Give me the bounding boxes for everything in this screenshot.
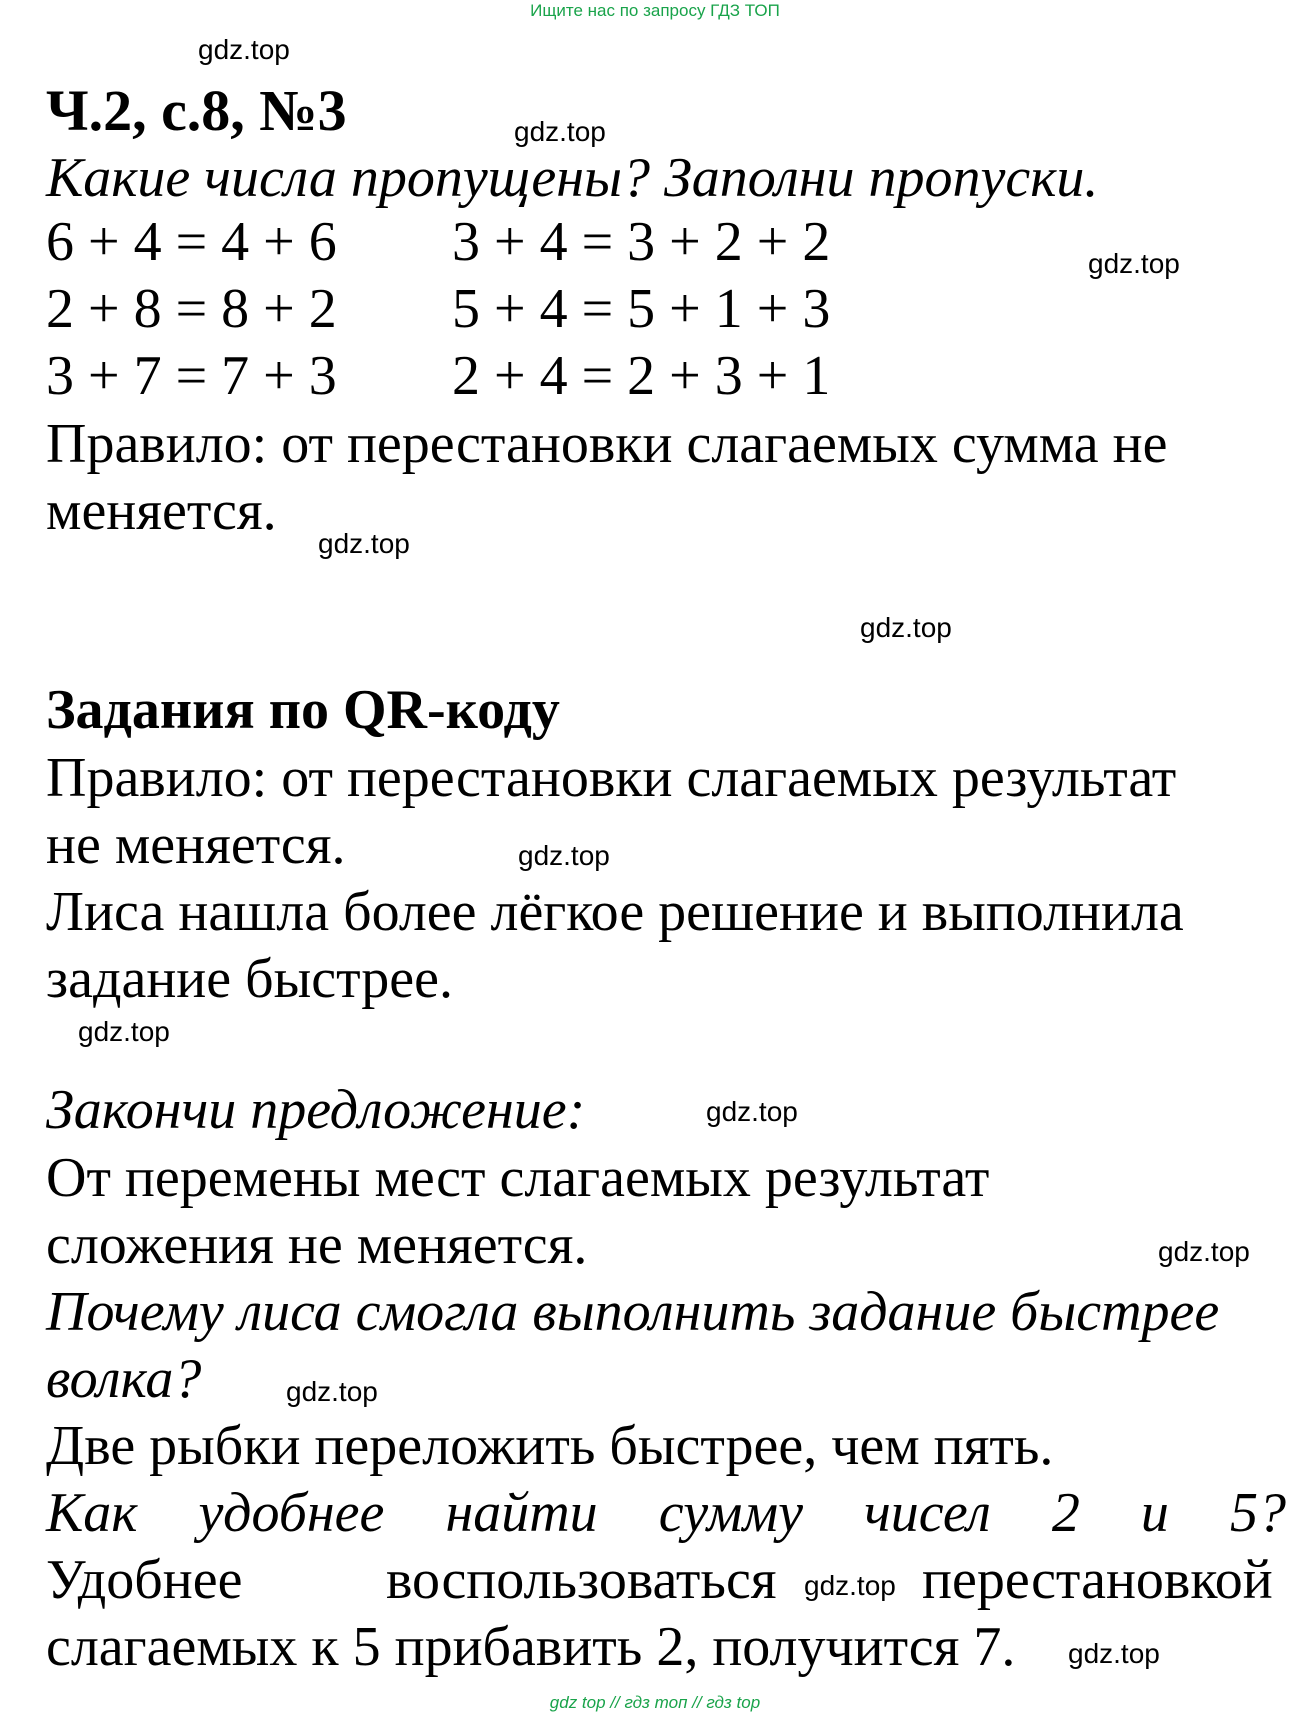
how-question-word: 5? — [1229, 1482, 1286, 1544]
rule-2-line-1: Правило: от перестановки слагаемых результат — [46, 747, 1177, 809]
fox-text-line-1: Лиса нашла более лёгкое решение и выполнила — [46, 881, 1184, 943]
equation-left-2: 2 + 8 = 8 + 2 — [46, 278, 337, 340]
rule-2-line-2: не меняется. — [46, 814, 346, 876]
footer: gdz top // гдз топ // гдз top — [549, 1693, 761, 1712]
how-question-word: 2 — [1051, 1482, 1080, 1544]
watermark: gdz.top — [78, 1016, 170, 1047]
qr-section-heading: Задания по QR-коду — [46, 679, 560, 741]
how-answer-line-2: слагаемых к 5 прибавить 2, получится 7. — [46, 1616, 1016, 1678]
rule-1-line-2: меняется. — [46, 480, 277, 542]
equation-left-1: 6 + 4 = 4 + 6 — [46, 211, 337, 273]
watermark: gdz.top — [1088, 248, 1180, 279]
how-answer-word-3: перестановкой — [922, 1549, 1273, 1611]
fox-text-line-2: задание быстрее. — [46, 948, 453, 1010]
equation-right-3: 2 + 4 = 2 + 3 + 1 — [452, 345, 831, 407]
how-answer-word-2: воспользоваться — [386, 1549, 777, 1611]
equation-right-2: 5 + 4 = 5 + 1 + 3 — [452, 278, 831, 340]
how-answer-word-1: Удобнее — [46, 1549, 243, 1611]
how-question-word: сумму — [658, 1482, 804, 1544]
watermark: gdz.top — [518, 840, 610, 871]
watermark: gdz.top — [1068, 1638, 1160, 1669]
finish-answer-line-1: От перемены мест слагаемых результат — [46, 1147, 990, 1209]
task-question: Какие числа пропущены? Заполни пропуски. — [46, 147, 1099, 209]
why-question-line-1: Почему лиса смогла выполнить задание быстрее — [46, 1281, 1220, 1343]
how-question-word: удобнее — [198, 1482, 385, 1544]
finish-answer-line-2: сложения не меняется. — [46, 1214, 588, 1276]
why-answer: Две рыбки переложить быстрее, чем пять. — [46, 1415, 1054, 1477]
rule-1-line-1: Правило: от перестановки слагаемых сумма не — [46, 413, 1168, 475]
top-banner: Ищите нас по запросу ГДЗ ТОП — [530, 1, 780, 20]
finish-prompt: Закончи предложение: — [46, 1079, 586, 1141]
watermark: gdz.top — [318, 528, 410, 559]
watermark: gdz.top — [706, 1096, 798, 1127]
watermark: gdz.top — [804, 1570, 896, 1601]
why-question-line-2: волка? — [46, 1348, 202, 1410]
watermark: gdz.top — [198, 34, 290, 65]
watermark: gdz.top — [860, 612, 952, 643]
how-question-word: и — [1140, 1482, 1169, 1544]
how-question-word: чисел — [864, 1482, 991, 1544]
how-question — [46, 1482, 1286, 1544]
watermark: gdz.top — [514, 116, 606, 147]
equation-right-1: 3 + 4 = 3 + 2 + 2 — [452, 211, 831, 273]
watermark: gdz.top — [286, 1376, 378, 1407]
page-heading: Ч.2, с.8, №3 — [46, 78, 347, 143]
equation-left-3: 3 + 7 = 7 + 3 — [46, 345, 337, 407]
how-question-word: Как — [46, 1482, 138, 1544]
how-question-word: найти — [445, 1482, 598, 1544]
watermark: gdz.top — [1158, 1236, 1250, 1267]
